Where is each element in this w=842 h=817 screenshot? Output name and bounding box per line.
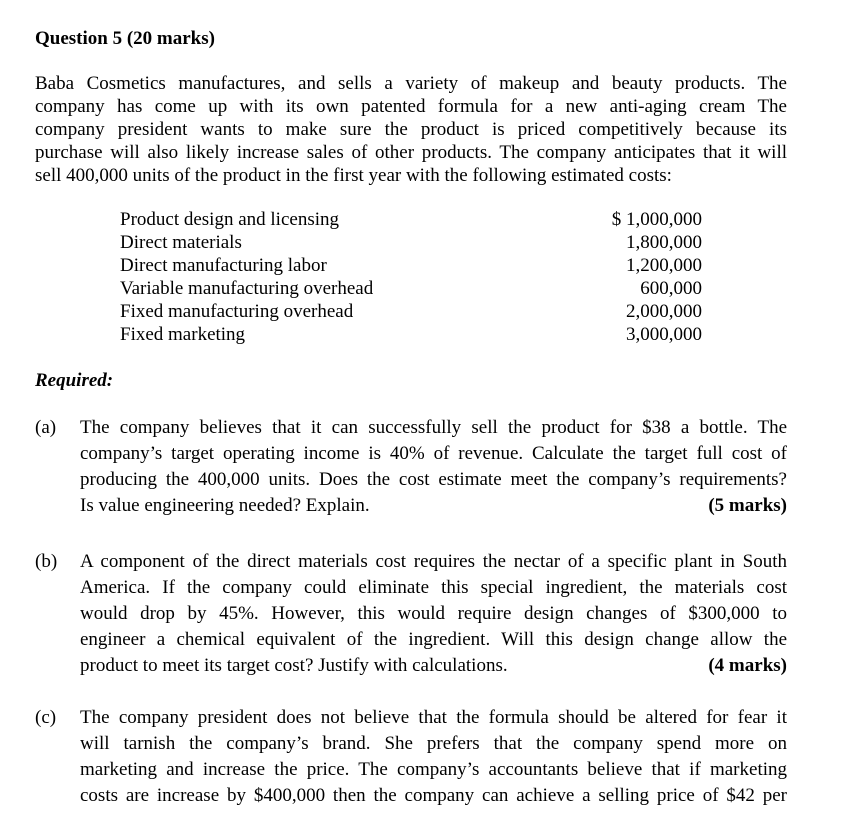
cost-value: 1,800,000 <box>626 232 702 253</box>
question-line: producing the 400,000 units. Does the cost estimate meet the company’s requirements? <box>80 469 787 490</box>
cost-value: $ 1,000,000 <box>611 209 702 230</box>
question-line: A component of the direct materials cost requires the nectar of a specific plant in South <box>80 551 787 572</box>
cost-value: 2,000,000 <box>626 301 702 322</box>
cost-row <box>120 208 702 231</box>
cost-value: 3,000,000 <box>626 324 702 345</box>
intro-line: purchase will also likely increase sales of other products. The company anticipates that it will <box>35 142 787 163</box>
cost-value: 1,200,000 <box>626 255 702 276</box>
question-label: (b) <box>35 551 58 572</box>
cost-label: Direct materials <box>120 232 242 253</box>
marks-label: (5 marks) <box>708 495 787 516</box>
question-title: Question 5 (20 marks) <box>35 28 215 49</box>
question-line: engineer a chemical equivalent of the ingredient. Will this design change allow the <box>80 629 787 650</box>
cost-label: Direct manufacturing labor <box>120 255 327 276</box>
cost-row <box>120 300 702 323</box>
question-line: will tarnish the company’s brand. She prefers that the company spend more on <box>80 733 787 754</box>
cost-label: Fixed marketing <box>120 324 246 345</box>
question-label: (a) <box>35 417 57 438</box>
intro-line: sell 400,000 units of the product in the first year with the following estimated costs: <box>35 165 672 186</box>
cost-label: Variable manufacturing overhead <box>120 278 374 299</box>
cost-label: Fixed manufacturing overhead <box>120 301 354 322</box>
cost-row <box>120 231 702 254</box>
question-line: company’s target operating income is 40% of revenue. Calculate the target full cost of <box>80 443 787 464</box>
question-line: America. If the company could eliminate this special ingredient, the materials cost <box>80 577 787 598</box>
question-line: marketing and increase the price. The company’s accountants believe that if marketing <box>80 759 787 780</box>
required-heading: Required: <box>35 370 114 391</box>
intro-line: company president wants to make sure the product is priced competitively because its <box>35 119 787 140</box>
question-line: The company president does not believe that the formula should be altered for fear it <box>80 707 787 728</box>
intro-line: Baba Cosmetics manufactures, and sells a variety of makeup and beauty products. The <box>35 73 787 94</box>
cost-value: 600,000 <box>640 278 702 299</box>
question-line: Is value engineering needed? Explain. <box>80 495 370 516</box>
cost-row <box>120 323 702 346</box>
marks-label: (4 marks) <box>708 655 787 676</box>
question-line: costs are increase by $400,000 then the company can achieve a selling price of $42 per <box>80 785 787 806</box>
question-label: (c) <box>35 707 57 728</box>
intro-line: company has come up with its own patented formula for a new anti-aging cream The <box>35 96 787 117</box>
cost-label: Product design and licensing <box>120 209 339 230</box>
intro-paragraph <box>35 72 787 187</box>
question-line: The company believes that it can successfully sell the product for $38 a bottle. The <box>80 417 787 438</box>
cost-row <box>120 277 702 300</box>
question-line: would drop by 45%. However, this would require design changes of $300,000 to <box>80 603 787 624</box>
cost-row <box>120 254 702 277</box>
question-line: product to meet its target cost? Justify with calculations. <box>80 655 508 676</box>
